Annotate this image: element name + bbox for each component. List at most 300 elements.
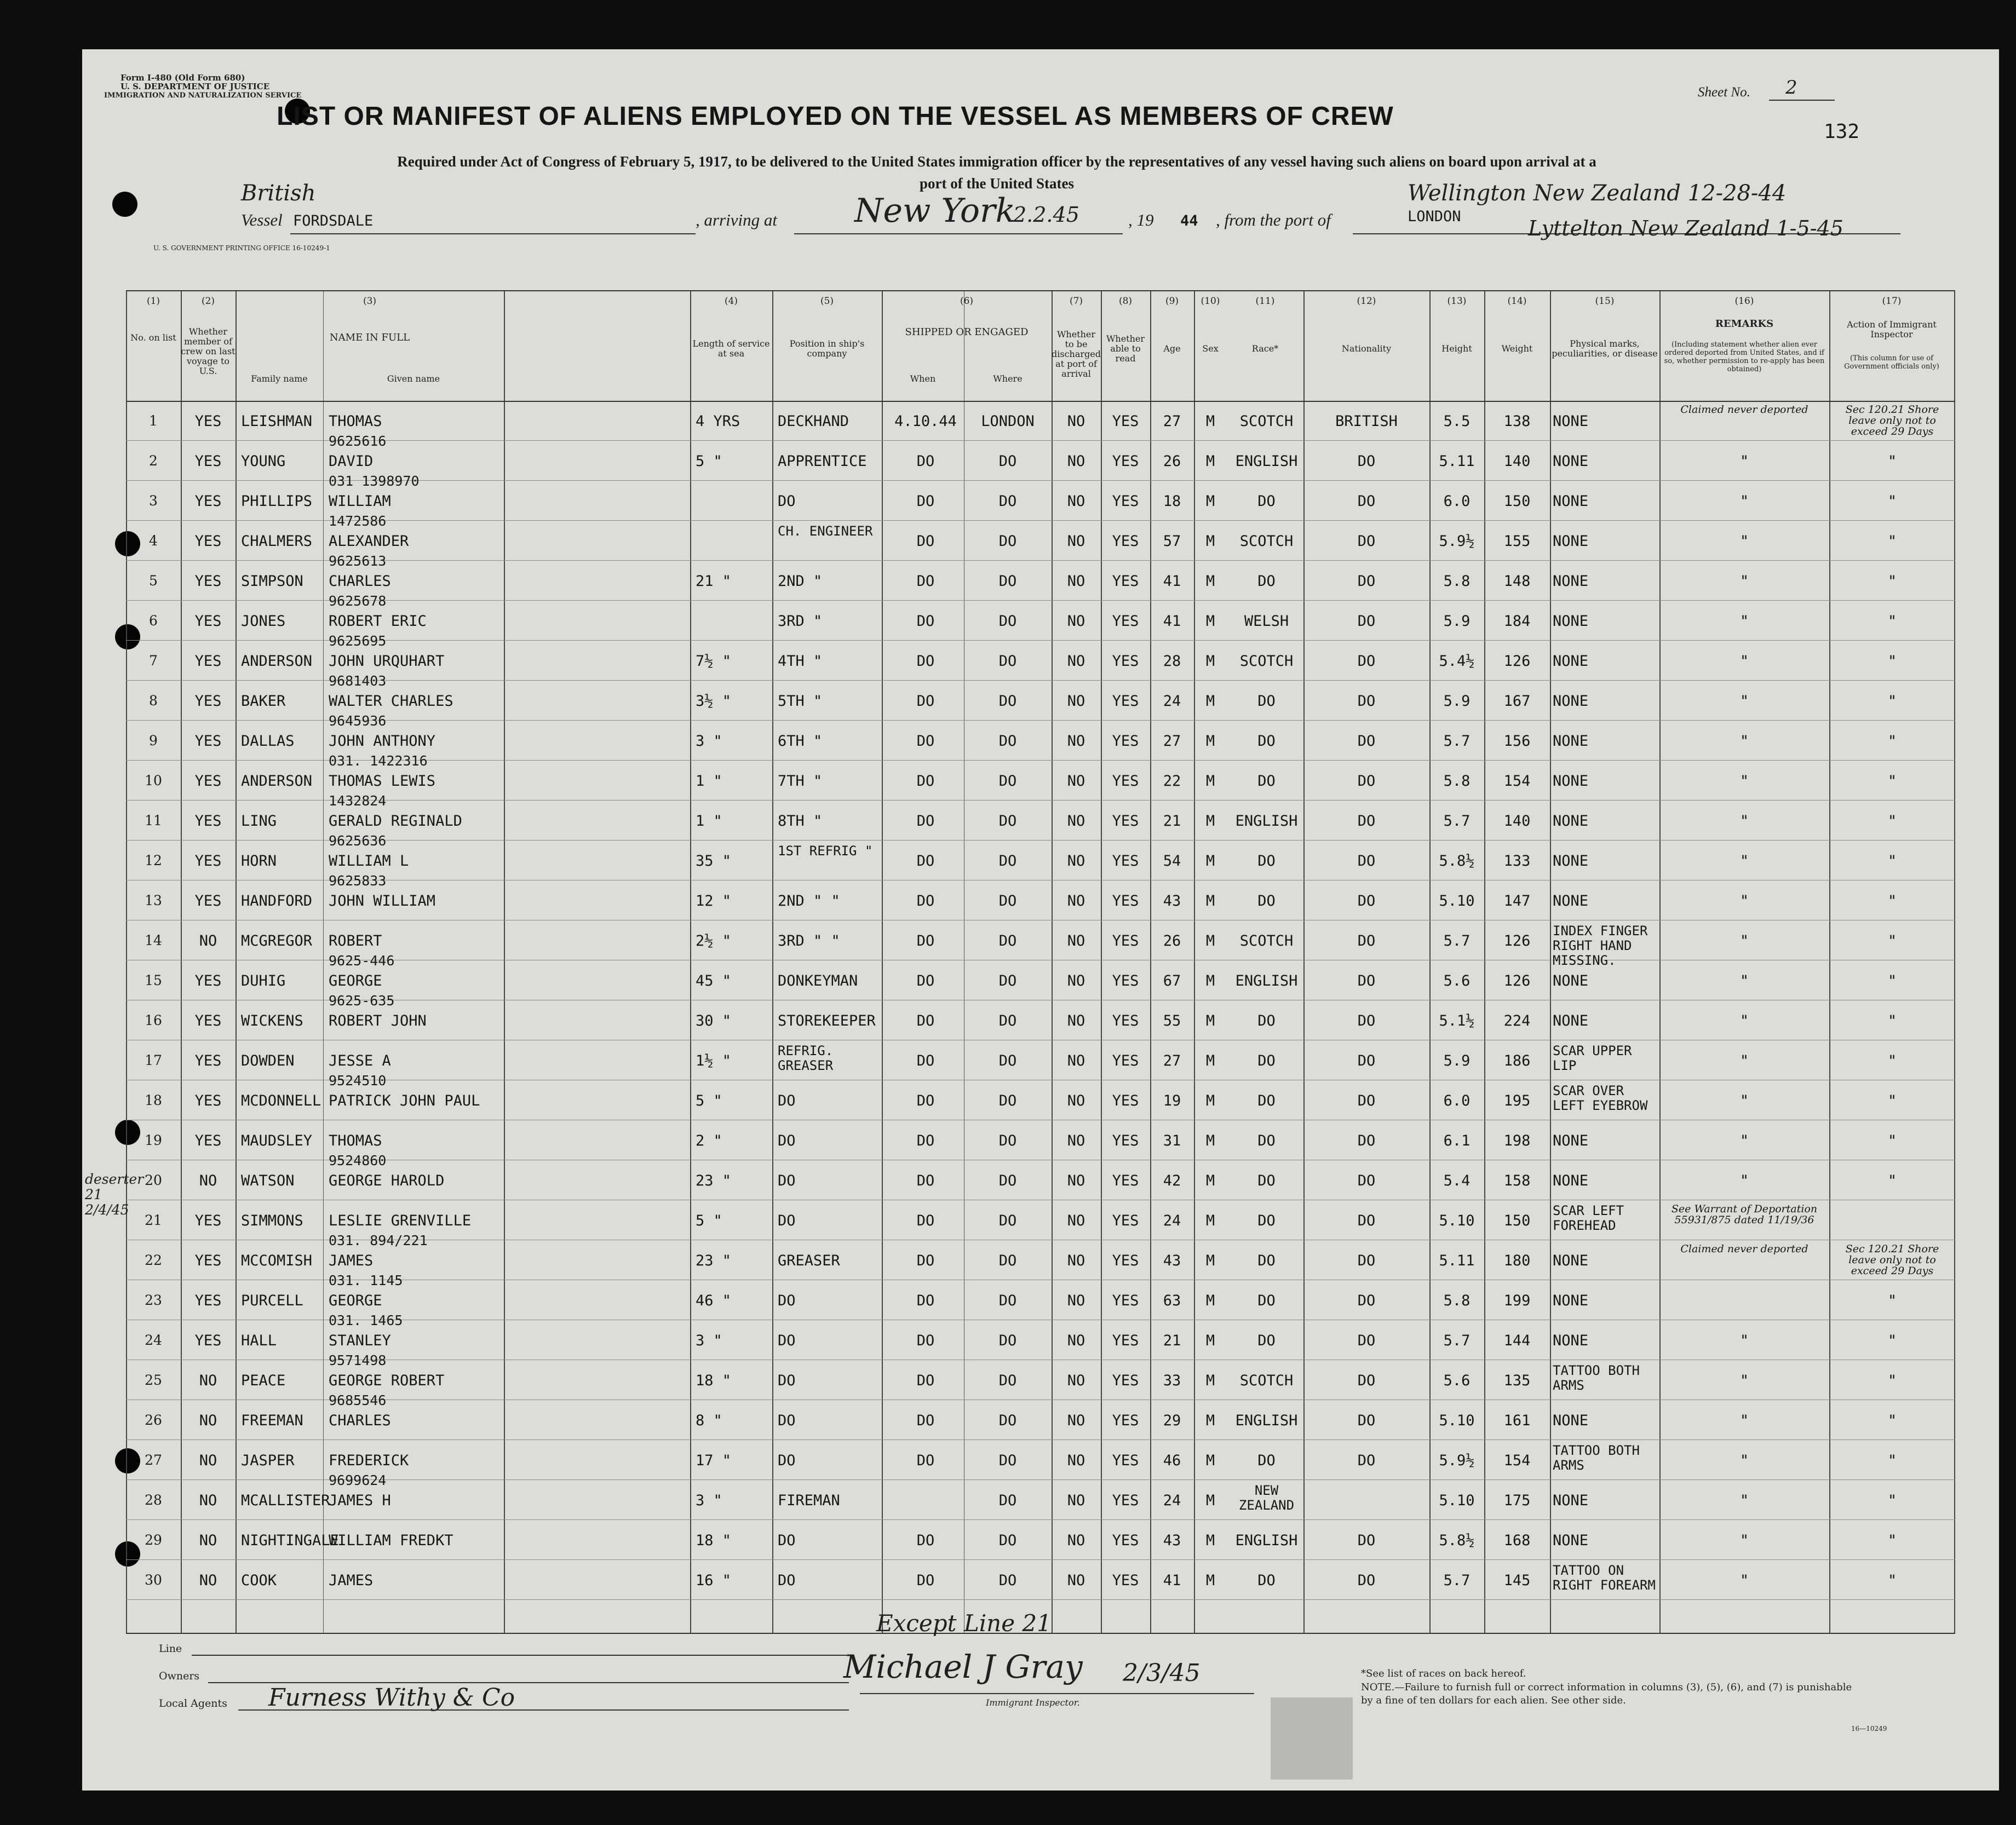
cell-disch: NO [1067, 1172, 1085, 1189]
header-service: Length of service at sea [692, 338, 770, 359]
row-number: 13 [145, 893, 162, 908]
header-read: Whether able to read [1106, 333, 1145, 364]
cell-action: " [1887, 1132, 1897, 1149]
col-num: (17) [1882, 296, 1902, 307]
row-number: 23 [145, 1292, 162, 1308]
cell-action: " [1887, 1012, 1897, 1029]
cell-position: DONKEYMAN [778, 972, 858, 989]
row-number: 27 [145, 1452, 162, 1468]
cell-given: DAVID [329, 453, 374, 470]
cell-when: DO [916, 1332, 935, 1349]
arriving-port: New York [854, 192, 1015, 230]
cell-race: DO [1257, 733, 1276, 750]
cell-when: DO [916, 573, 935, 590]
cell-where: DO [998, 1092, 1017, 1109]
cell-race: DO [1257, 1452, 1276, 1469]
cell-weight: 158 [1503, 1172, 1531, 1189]
table-row [126, 873, 1955, 920]
cell-family: JASPER [241, 1452, 295, 1469]
header-sex: Sex [1202, 343, 1219, 354]
cell-family: MCCOMISH [241, 1252, 313, 1269]
cell-marks: NONE [1553, 972, 1589, 989]
cell-weight: 224 [1503, 1012, 1531, 1029]
cell-given: ROBERT ERIC [329, 613, 427, 630]
cell-remarks: " [1739, 533, 1749, 550]
cell-height: 5.5 [1443, 413, 1471, 430]
cell-given: WALTER CHARLES [329, 693, 453, 710]
row-number: 12 [145, 853, 162, 868]
cell-sex: M [1205, 413, 1215, 430]
seaman-number: 9685546 [329, 1392, 387, 1408]
cell-sex: M [1205, 1252, 1215, 1269]
seaman-number: 031. 894/221 [329, 1233, 428, 1248]
cell-marks: NONE [1553, 1172, 1589, 1189]
cell-when: DO [916, 1012, 935, 1029]
cell-service: 5 " [696, 1212, 722, 1229]
cell-when: DO [916, 693, 935, 710]
seaman-number: 1432824 [329, 793, 387, 809]
cell-where: DO [998, 1292, 1017, 1309]
cell-age: 21 [1163, 1332, 1181, 1349]
cell-disch: NO [1067, 1572, 1085, 1589]
department-name: U. S. DEPARTMENT OF JUSTICE [120, 82, 270, 91]
cell-read: YES [1112, 1332, 1139, 1349]
cell-position: DO [778, 1332, 796, 1349]
cell-prev: NO [199, 1532, 217, 1549]
cell-race: DO [1257, 493, 1276, 510]
seaman-number: 9571498 [329, 1352, 387, 1368]
row-number: 22 [145, 1252, 162, 1268]
cell-disch: NO [1067, 573, 1085, 590]
cell-height: 5.11 [1439, 453, 1475, 470]
cell-height: 5.9 [1443, 1052, 1471, 1069]
cell-sex: M [1205, 533, 1215, 550]
cell-where: DO [998, 1052, 1017, 1069]
cell-family: PURCELL [241, 1292, 303, 1309]
cell-read: YES [1112, 1212, 1139, 1229]
table-row [126, 993, 1955, 1040]
cell-action: " [1887, 693, 1897, 710]
cell-prev: YES [194, 533, 222, 550]
cell-weight: 186 [1503, 1052, 1531, 1069]
cell-race: DO [1257, 1012, 1276, 1029]
cell-nat: DO [1357, 1212, 1376, 1229]
arriving-label: , arriving at [696, 210, 777, 229]
cell-family: MAUDSLEY [241, 1132, 313, 1149]
cell-weight: 135 [1503, 1372, 1531, 1389]
cell-read: YES [1112, 853, 1139, 870]
cell-prev: YES [194, 1252, 222, 1269]
cell-marks: NONE [1553, 453, 1589, 470]
cell-height: 5.11 [1439, 1252, 1475, 1269]
col-num: (4) [724, 296, 738, 307]
cell-marks: NONE [1553, 653, 1589, 670]
cell-service: 5 " [696, 1092, 722, 1109]
cell-position: DO [778, 1572, 796, 1589]
cell-height: 5.10 [1439, 1412, 1475, 1429]
cell-action: " [1887, 533, 1897, 550]
cell-when: DO [916, 853, 935, 870]
cell-where: DO [998, 853, 1017, 870]
header-no: No. on list [130, 332, 176, 343]
cell-age: 26 [1163, 932, 1181, 949]
cell-when: DO [916, 613, 935, 630]
cell-weight: 140 [1503, 453, 1531, 470]
cell-service: 35 " [696, 853, 732, 870]
cell-given: JAMES H [329, 1492, 391, 1509]
header-remarks-sub: (Including statement whether alien ever ordered deported from United States, and if so, whether permission to re-apply has been obtained) [1664, 341, 1825, 373]
cell-nat: DO [1357, 1012, 1376, 1029]
table-row [126, 553, 1955, 600]
cell-marks: NONE [1553, 733, 1589, 750]
cell-read: YES [1112, 972, 1139, 989]
cell-weight: 126 [1503, 932, 1531, 949]
row-number: 28 [145, 1492, 162, 1508]
table-row [126, 1153, 1955, 1200]
cell-read: YES [1112, 813, 1139, 830]
cell-family: HORN [241, 853, 277, 870]
cell-family: MCALLISTER [241, 1492, 330, 1509]
cell-read: YES [1112, 1452, 1139, 1469]
cell-weight: 145 [1503, 1572, 1531, 1589]
cell-remarks: " [1739, 1092, 1749, 1109]
cell-given: WILLIAM L [329, 853, 409, 870]
cell-service: 1 " [696, 773, 722, 790]
cell-sex: M [1205, 653, 1215, 670]
cell-sex: M [1205, 1452, 1215, 1469]
cell-remarks: " [1739, 853, 1749, 870]
cell-sex: M [1205, 573, 1215, 590]
cell-disch: NO [1067, 853, 1085, 870]
cell-marks: INDEX FINGER RIGHT HAND MISSING. [1553, 923, 1648, 968]
cell-weight: 154 [1503, 773, 1531, 790]
row-number: 2 [149, 453, 158, 469]
cell-action: " [1887, 1452, 1897, 1469]
cell-weight: 126 [1503, 653, 1531, 670]
cell-given: ROBERT [329, 932, 382, 949]
table-row [126, 1312, 1955, 1360]
cell-nat: DO [1357, 893, 1376, 909]
cell-marks: NONE [1553, 613, 1589, 630]
stamp-mark [1271, 1697, 1353, 1780]
cell-marks: NONE [1553, 1532, 1589, 1549]
cell-sex: M [1205, 733, 1215, 750]
cell-disch: NO [1067, 1532, 1085, 1549]
cell-age: 41 [1163, 573, 1181, 590]
cell-race: SCOTCH [1239, 932, 1294, 949]
row-number: 1 [149, 413, 158, 429]
cell-position: 1ST REFRIG " [778, 843, 873, 859]
col-num: (7) [1069, 296, 1083, 307]
cell-race: DO [1257, 1572, 1276, 1589]
cell-nat: DO [1357, 813, 1376, 830]
cell-read: YES [1112, 1372, 1139, 1389]
cell-when: DO [916, 1572, 935, 1589]
cell-action: Sec 120.21 Shore leave only not to exceed 29 Days [1845, 404, 1939, 437]
cell-service: 46 " [696, 1292, 732, 1309]
cell-given: JOHN WILLIAM [329, 893, 436, 909]
seaman-number: 031. 1422316 [329, 753, 428, 769]
cell-action: " [1887, 773, 1897, 790]
cell-action: " [1887, 493, 1897, 510]
cell-marks: TATTOO BOTH ARMS [1553, 1443, 1640, 1473]
cell-remarks: " [1739, 1372, 1749, 1389]
header-weight: Weight [1501, 343, 1533, 354]
cell-height: 5.8 [1443, 1292, 1471, 1309]
cell-race: WELSH [1244, 613, 1289, 630]
seaman-number: 9625613 [329, 553, 387, 569]
cell-nat: DO [1357, 1372, 1376, 1389]
cell-remarks: " [1739, 1572, 1749, 1589]
row-number: 17 [145, 1052, 162, 1068]
cell-height: 5.9 [1443, 693, 1471, 710]
cell-given: STANLEY [329, 1332, 391, 1349]
cell-nat: DO [1357, 1172, 1376, 1189]
table-row [126, 1440, 1955, 1479]
cell-prev: YES [194, 1332, 222, 1349]
cell-remarks: " [1739, 573, 1749, 590]
table-row [126, 1073, 1955, 1120]
cell-position: 5TH " [778, 693, 823, 710]
header-member: Whether member of crew on last voyage to U.S. [181, 326, 236, 376]
cell-prev: NO [199, 1372, 217, 1389]
row-number: 11 [145, 813, 162, 828]
cell-when: DO [916, 1372, 935, 1389]
cell-given: JESSE A [329, 1052, 391, 1069]
col-num: (16) [1734, 296, 1754, 307]
cell-marks: NONE [1553, 893, 1589, 909]
cell-nat: DO [1357, 653, 1376, 670]
cell-nat: DO [1357, 693, 1376, 710]
cell-sex: M [1205, 1212, 1215, 1229]
cell-prev: NO [199, 1412, 217, 1429]
header-when: When [910, 373, 936, 384]
cell-race: ENGLISH [1235, 972, 1298, 989]
cell-height: 5.6 [1443, 972, 1471, 989]
cell-position: DO [778, 1532, 796, 1549]
col-num: (12) [1357, 296, 1376, 307]
cell-nat: DO [1357, 1412, 1376, 1429]
cell-given: LESLIE GRENVILLE [329, 1212, 472, 1229]
header-where: Where [993, 373, 1023, 384]
cell-nat: BRITISH [1335, 413, 1398, 430]
cell-disch: NO [1067, 972, 1085, 989]
cell-remarks: " [1739, 613, 1749, 630]
col-num: (8) [1118, 296, 1133, 307]
cell-height: 5.7 [1443, 813, 1471, 830]
vessel-label: Vessel [241, 210, 283, 229]
cell-action: " [1887, 972, 1897, 989]
cell-age: 63 [1163, 1292, 1181, 1309]
cell-sex: M [1205, 493, 1215, 510]
cell-action: " [1887, 1292, 1897, 1309]
cell-height: 5.7 [1443, 733, 1471, 750]
cell-nat: DO [1357, 573, 1376, 590]
cell-where: DO [998, 653, 1017, 670]
cell-where: DO [998, 932, 1017, 949]
cell-prev: YES [194, 1212, 222, 1229]
cell-age: 43 [1163, 1532, 1181, 1549]
cell-disch: NO [1067, 1452, 1085, 1469]
cell-sex: M [1205, 1172, 1215, 1189]
cell-weight: 144 [1503, 1332, 1531, 1349]
cell-nat: DO [1357, 1052, 1376, 1069]
cell-given: WILLIAM FREDKT [329, 1532, 453, 1549]
cell-where: DO [998, 733, 1017, 750]
cell-read: YES [1112, 773, 1139, 790]
cell-given: CHARLES [329, 1412, 391, 1429]
cell-race: DO [1257, 693, 1276, 710]
cell-read: YES [1112, 453, 1139, 470]
cell-given: THOMAS LEWIS [329, 773, 436, 790]
cell-prev: YES [194, 493, 222, 510]
cell-where: LONDON [981, 413, 1035, 430]
cell-marks: NONE [1553, 573, 1589, 590]
cell-nat: DO [1357, 613, 1376, 630]
col-num: (6) [960, 296, 974, 307]
cell-when: DO [916, 1172, 935, 1189]
header-height: Height [1441, 343, 1472, 354]
cell-height: 5.8 [1443, 573, 1471, 590]
cell-service: 5 " [696, 453, 722, 470]
seaman-number: 9699624 [329, 1472, 387, 1488]
cell-marks: SCAR UPPER LIP [1553, 1043, 1632, 1073]
cell-position: 7TH " [778, 773, 823, 790]
handwritten-port-2: Lyttelton New Zealand 1-5-45 [1528, 216, 1843, 240]
cell-race: DO [1257, 773, 1276, 790]
cell-race: SCOTCH [1239, 413, 1294, 430]
cell-given: JAMES [329, 1572, 374, 1589]
seaman-number: 9625-635 [329, 993, 395, 1009]
col-num: (2) [201, 296, 215, 307]
page-title: LIST OR MANIFEST OF ALIENS EMPLOYED ON THE VESSEL AS MEMBERS OF CREW [277, 102, 1394, 131]
cell-weight: 167 [1503, 693, 1531, 710]
cell-action: " [1887, 453, 1897, 470]
cell-service: 3½ " [696, 693, 732, 710]
cell-height: 5.8½ [1439, 853, 1475, 870]
cell-nat: DO [1357, 453, 1376, 470]
table-row [126, 1520, 1955, 1559]
col-num: (14) [1507, 296, 1527, 307]
cell-read: YES [1112, 413, 1139, 430]
cell-service: 8 " [696, 1412, 722, 1429]
cell-age: 22 [1163, 773, 1181, 790]
cell-height: 6.0 [1443, 1092, 1471, 1109]
cell-prev: YES [194, 653, 222, 670]
cell-action: " [1887, 1332, 1897, 1349]
cell-given: FREDERICK [329, 1452, 409, 1469]
cell-disch: NO [1067, 653, 1085, 670]
cell-disch: NO [1067, 1332, 1085, 1349]
cell-race: DO [1257, 1212, 1276, 1229]
cell-read: YES [1112, 1172, 1139, 1189]
cell-weight: 147 [1503, 893, 1531, 909]
row-number: 4 [149, 533, 158, 549]
table-row [126, 473, 1955, 520]
cell-where: DO [998, 893, 1017, 909]
cell-service: 45 " [696, 972, 732, 989]
row-number: 18 [145, 1092, 162, 1108]
cell-race: NEW ZEALAND [1238, 1483, 1295, 1513]
cell-age: 41 [1163, 1572, 1181, 1589]
cell-family: PHILLIPS [241, 493, 313, 510]
col-num: (13) [1447, 296, 1467, 307]
header-given: Given name [387, 373, 440, 384]
cell-height: 5.6 [1443, 1372, 1471, 1389]
cell-where: DO [998, 1012, 1017, 1029]
year-value: 44 [1180, 212, 1198, 229]
cell-when: DO [916, 733, 935, 750]
cell-family: HALL [241, 1332, 277, 1349]
cell-when: DO [916, 773, 935, 790]
year-label: , 19 [1128, 210, 1154, 229]
cell-age: 54 [1163, 853, 1181, 870]
cell-read: YES [1112, 573, 1139, 590]
header-nationality: Nationality [1341, 343, 1392, 354]
cell-position: REFRIG. GREASER [778, 1043, 834, 1073]
cell-where: DO [998, 1172, 1017, 1189]
row-number: 15 [145, 972, 162, 988]
vessel-name: FORDSDALE [293, 212, 374, 229]
cell-when: DO [916, 1292, 935, 1309]
cell-family: MCDONNELL [241, 1092, 321, 1109]
inspector-signature: Michael J Gray [843, 1648, 1083, 1685]
page-number: 132 [1824, 120, 1860, 143]
cell-service: 12 " [696, 893, 732, 909]
row-number: 9 [149, 733, 158, 749]
cell-weight: 126 [1503, 972, 1531, 989]
from-port-label: , from the port of [1216, 210, 1331, 229]
cell-service: 2½ " [696, 932, 732, 949]
cell-family: CHALMERS [241, 533, 313, 550]
cell-race: DO [1257, 1132, 1276, 1149]
cell-position: DO [778, 1092, 796, 1109]
owners-label: Owners [159, 1670, 200, 1682]
cell-race: SCOTCH [1239, 533, 1294, 550]
cell-remarks: " [1739, 893, 1749, 909]
cell-sex: M [1205, 1372, 1215, 1389]
service-name: IMMIGRATION AND NATURALIZATION SERVICE [104, 91, 302, 100]
cell-remarks: " [1739, 453, 1749, 470]
cell-when: DO [916, 1132, 935, 1149]
cell-marks: NONE [1553, 1412, 1589, 1429]
header-action: Action of Immigrant Inspector [1847, 319, 1937, 339]
cell-race: ENGLISH [1235, 813, 1298, 830]
cell-disch: NO [1067, 932, 1085, 949]
cell-read: YES [1112, 1092, 1139, 1109]
col-num: (15) [1595, 296, 1615, 307]
cell-position: APPRENTICE [778, 453, 867, 470]
cell-age: 55 [1163, 1012, 1181, 1029]
cell-action: " [1887, 1172, 1897, 1189]
cell-remarks: " [1739, 1052, 1749, 1069]
cell-nat: DO [1357, 972, 1376, 989]
cell-given: GERALD REGINALD [329, 813, 462, 830]
cell-action: " [1887, 932, 1897, 949]
footnote-penalty: NOTE.—Failure to furnish full or correct information in columns (3), (5), (6), and (7) is punishable by a fine of ten dollars for each alien. See other side. [1361, 1682, 1852, 1706]
cell-weight: 180 [1503, 1252, 1531, 1269]
cell-age: 26 [1163, 453, 1181, 470]
cell-position: 2ND " " [778, 893, 840, 909]
cell-where: DO [998, 533, 1017, 550]
cell-remarks: " [1739, 1172, 1749, 1189]
col-num: (3) [363, 296, 377, 307]
cell-race: SCOTCH [1239, 653, 1294, 670]
cell-where: DO [998, 493, 1017, 510]
cell-race: DO [1257, 1332, 1276, 1349]
cell-remarks: " [1739, 932, 1749, 949]
col-num: (1) [146, 296, 160, 307]
